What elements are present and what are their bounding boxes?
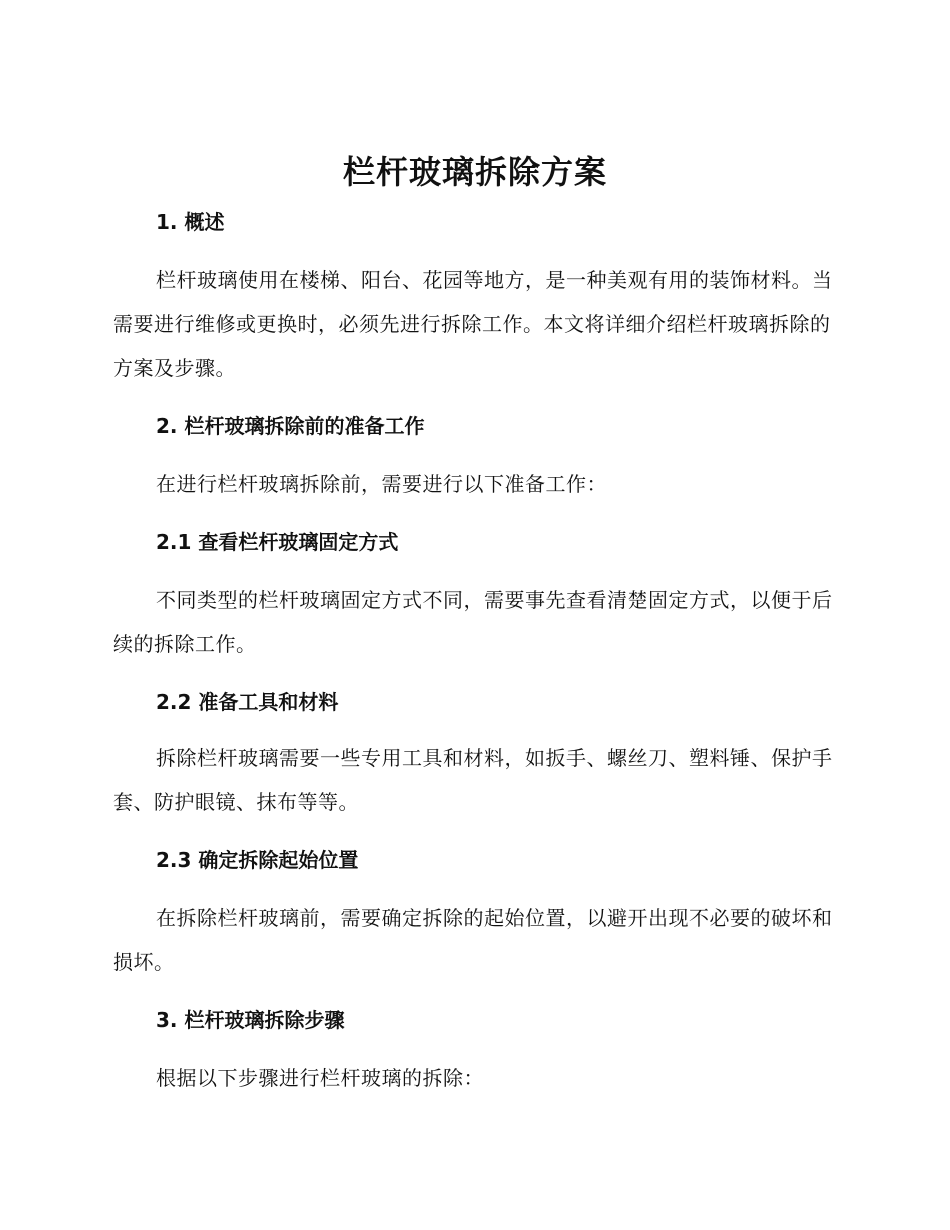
document-title: 栏杆玻璃拆除方案: [342, 153, 607, 191]
paragraph-start-position: 在拆除栏杆玻璃前，需要确定拆除的起始位置，以避开出现不必要的破坏和损坏。: [113, 906, 833, 974]
subsection-heading-tools-materials: 2.2 准备工具和材料: [156, 690, 339, 714]
paragraph-preparation-intro: 在进行栏杆玻璃拆除前，需要进行以下准备工作：: [156, 472, 607, 496]
paragraph-overview: 栏杆玻璃使用在楼梯、阳台、花园等地方，是一种美观有用的装饰材料。当需要进行维修或更换时，必须先进行拆除工作。本文将详细介绍栏杆玻璃拆除的方案及步骤。: [113, 268, 833, 380]
subsection-heading-fixing-method: 2.1 查看栏杆玻璃固定方式: [156, 530, 399, 554]
section-heading-overview: 1. 概述: [156, 210, 225, 234]
paragraph-removal-steps-intro: 根据以下步骤进行栏杆玻璃的拆除：: [156, 1066, 484, 1090]
paragraph-tools-materials: 拆除栏杆玻璃需要一些专用工具和材料，如扳手、螺丝刀、塑料锤、保护手套、防护眼镜、抹布等等。: [113, 746, 833, 814]
section-heading-preparation: 2. 栏杆玻璃拆除前的准备工作: [156, 414, 425, 438]
paragraph-fixing-method: 不同类型的栏杆玻璃固定方式不同，需要事先查看清楚固定方式，以便于后续的拆除工作。: [113, 588, 833, 656]
section-heading-removal-steps: 3. 栏杆玻璃拆除步骤: [156, 1008, 345, 1032]
subsection-heading-start-position: 2.3 确定拆除起始位置: [156, 848, 359, 872]
